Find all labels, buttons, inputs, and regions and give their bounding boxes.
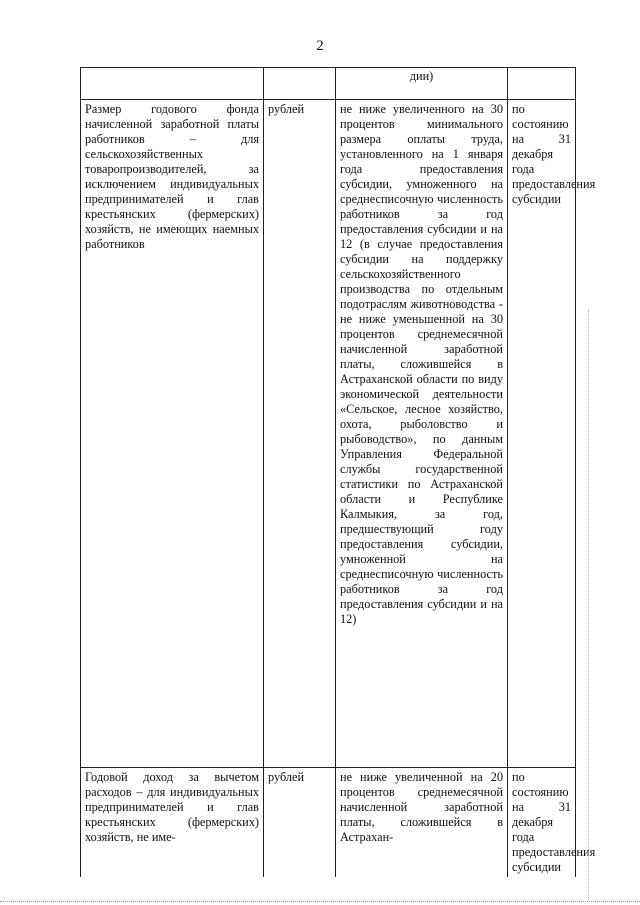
cell-value: не ниже увеличенной на 20 процентов среднемесячной начисленной заработной платы, сложившейся в Астрахан- [336, 768, 508, 878]
requirements-table [80, 67, 596, 877]
table-row [81, 100, 576, 768]
page-bottom-edge [0, 901, 640, 903]
scan-edge-artifact [588, 310, 590, 900]
cell-unit: рублей [264, 768, 336, 878]
cell-indicator: Годовой доход за вычетом расходов – для индивидуальных предпринимателей и глав крестьянских (фермерских) хозяйств, не име- [81, 768, 264, 878]
cell-value: не ниже увеличенного на 30 процентов минимального размера оплаты труда, установленного на 1 января года предоставления субсидии, умноженного на среднесписочную численность работников за год предоставления субсидии и на 12 (в случае предоставления субсидии на поддержку сельскохозяйственного производства по отдельным подотраслям животноводства - не ниже уменьшенной на 30 процентов среднемесячной начисленной заработной платы, сложившейся в Астраханской области по виду экономической деятельности «Сельское, лесное хозяйство, охота, рыболовство и рыбоводство», по данным Управления Федеральной службы государственной статистики по Астраханской области и Республике Калмыкия, за год, предшествующий году предоставления субсидии, умноженной на среднесписочную численность работников за год предоставления субсидии и на 12) [336, 100, 508, 768]
cell-indicator [81, 68, 264, 100]
cell-date [508, 68, 576, 100]
cell-date: по состоянию на 31 декабря года предоставления субсидии [508, 100, 576, 768]
cell-unit [264, 68, 336, 100]
page-number: 2 [316, 38, 324, 54]
table-row [81, 768, 576, 878]
table-row-continuation [81, 68, 576, 100]
cell-date: по состоянию на 31 декабря года предоставления субсидии [508, 768, 576, 878]
cell-value: дии) [336, 68, 508, 100]
cell-unit: рублей [264, 100, 336, 768]
cell-indicator: Размер годового фонда начисленной заработной платы работников – для сельскохозяйственных товаропроизводителей, за исключением индивидуальных предпринимателей и глав крестьянских (фермерских) хозяйств, не имеющих наемных работников [81, 100, 264, 768]
